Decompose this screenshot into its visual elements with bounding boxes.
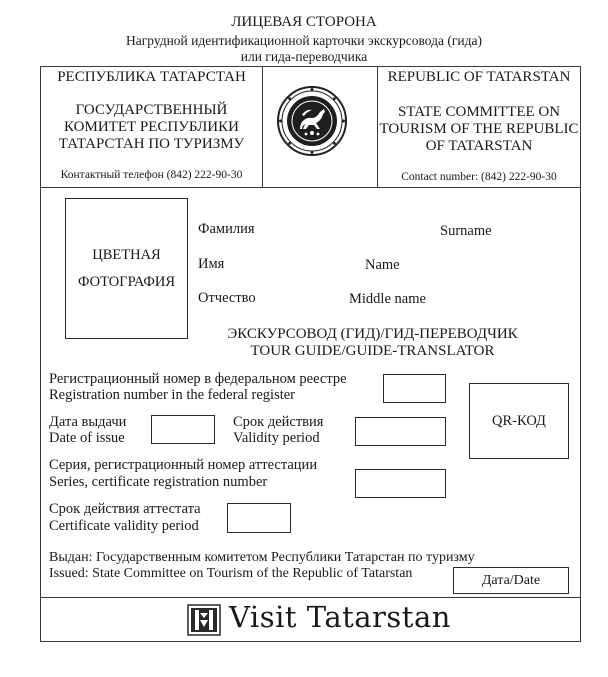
cert-validity-label-en: Certificate validity period: [49, 518, 199, 534]
photo-label-line2: ФОТОГРАФИЯ: [78, 273, 175, 290]
committee-line2-en: TOURISM OF THE REPUBLIC: [379, 121, 579, 137]
issued-by-ru: Выдан: Государственным комитетом Республики Татарстан по туризму: [49, 550, 475, 565]
page-title: ЛИЦЕВАЯ СТОРОНА: [231, 14, 377, 30]
phone-en: Contact number: (842) 222-90-30: [401, 171, 557, 183]
registration-number-field[interactable]: [383, 374, 446, 403]
card-bottom-border: [40, 641, 581, 642]
page-subtitle-line2: или гида-переводчика: [240, 49, 368, 64]
committee-line1-en: STATE COMMITTEE ON: [397, 104, 561, 120]
name-label-ru: Имя: [198, 256, 225, 272]
issue-date-label-ru: Дата выдачи: [49, 414, 127, 430]
header-col-divider-left: [262, 66, 263, 188]
middle-name-label-ru: Отчество: [198, 290, 256, 306]
header-divider: [40, 187, 580, 188]
brand-name: Visit Tatarstan: [229, 600, 451, 634]
footer-divider: [40, 597, 580, 598]
photo-label-line1: ЦВЕТНАЯ: [92, 246, 161, 263]
series-label-en: Series, certificate registration number: [49, 474, 268, 490]
committee-line3-ru: ТАТАРСТАН ПО ТУРИЗМУ: [58, 136, 245, 152]
surname-label-en: Surname: [440, 223, 492, 239]
role-title-ru: ЭКСКУРСОВОД (ГИД)/ГИД-ПЕРЕВОДЧИК: [227, 326, 518, 342]
committee-line3-en: OF TATARSTAN: [425, 138, 533, 154]
qr-code-placeholder: QR-КОД: [469, 383, 569, 459]
issue-date-box: Дата/Date: [453, 567, 569, 594]
role-title-en: TOUR GUIDE/GUIDE-TRANSLATOR: [250, 343, 495, 359]
registration-label-en: Registration number in the federal register: [49, 387, 296, 403]
card-right-border: [580, 66, 581, 642]
middle-name-label-en: Middle name: [349, 291, 426, 307]
issue-date-field[interactable]: [151, 415, 215, 444]
tatarstan-emblem-icon: [276, 85, 348, 157]
committee-line1-ru: ГОСУДАРСТВЕННЫЙ: [75, 102, 228, 118]
photo-placeholder: [65, 198, 188, 339]
validity-period-field[interactable]: [355, 417, 446, 446]
page-subtitle-line1: Нагрудной идентификационной карточки экскурсовода (гида): [125, 33, 483, 48]
cert-validity-field[interactable]: [227, 503, 291, 533]
cert-validity-label-ru: Срок действия аттестата: [49, 501, 201, 517]
issue-date-label-en: Date of issue: [49, 430, 125, 446]
registration-label-ru: Регистрационный номер в федеральном реестре: [49, 371, 347, 387]
series-number-field[interactable]: [355, 469, 446, 498]
card-top-border: [40, 66, 580, 67]
series-label-ru: Серия, регистрационный номер аттестации: [49, 457, 318, 473]
visit-tatarstan-logo-icon: [187, 604, 221, 636]
name-label-en: Name: [365, 257, 400, 273]
phone-ru: Контактный телефон (842) 222-90-30: [60, 169, 243, 181]
committee-line2-ru: КОМИТЕТ РЕСПУБЛИКИ: [64, 119, 239, 135]
issued-by-en: Issued: State Committee on Tourism of the Republic of Tatarstan: [49, 566, 413, 581]
validity-label-en: Validity period: [233, 430, 320, 446]
surname-label-ru: Фамилия: [198, 221, 255, 237]
validity-label-ru: Срок действия: [233, 414, 324, 430]
republic-label-en: REPUBLIC OF TATARSTAN: [387, 69, 571, 85]
republic-label-ru: РЕСПУБЛИКА ТАТАРСТАН: [57, 69, 246, 85]
